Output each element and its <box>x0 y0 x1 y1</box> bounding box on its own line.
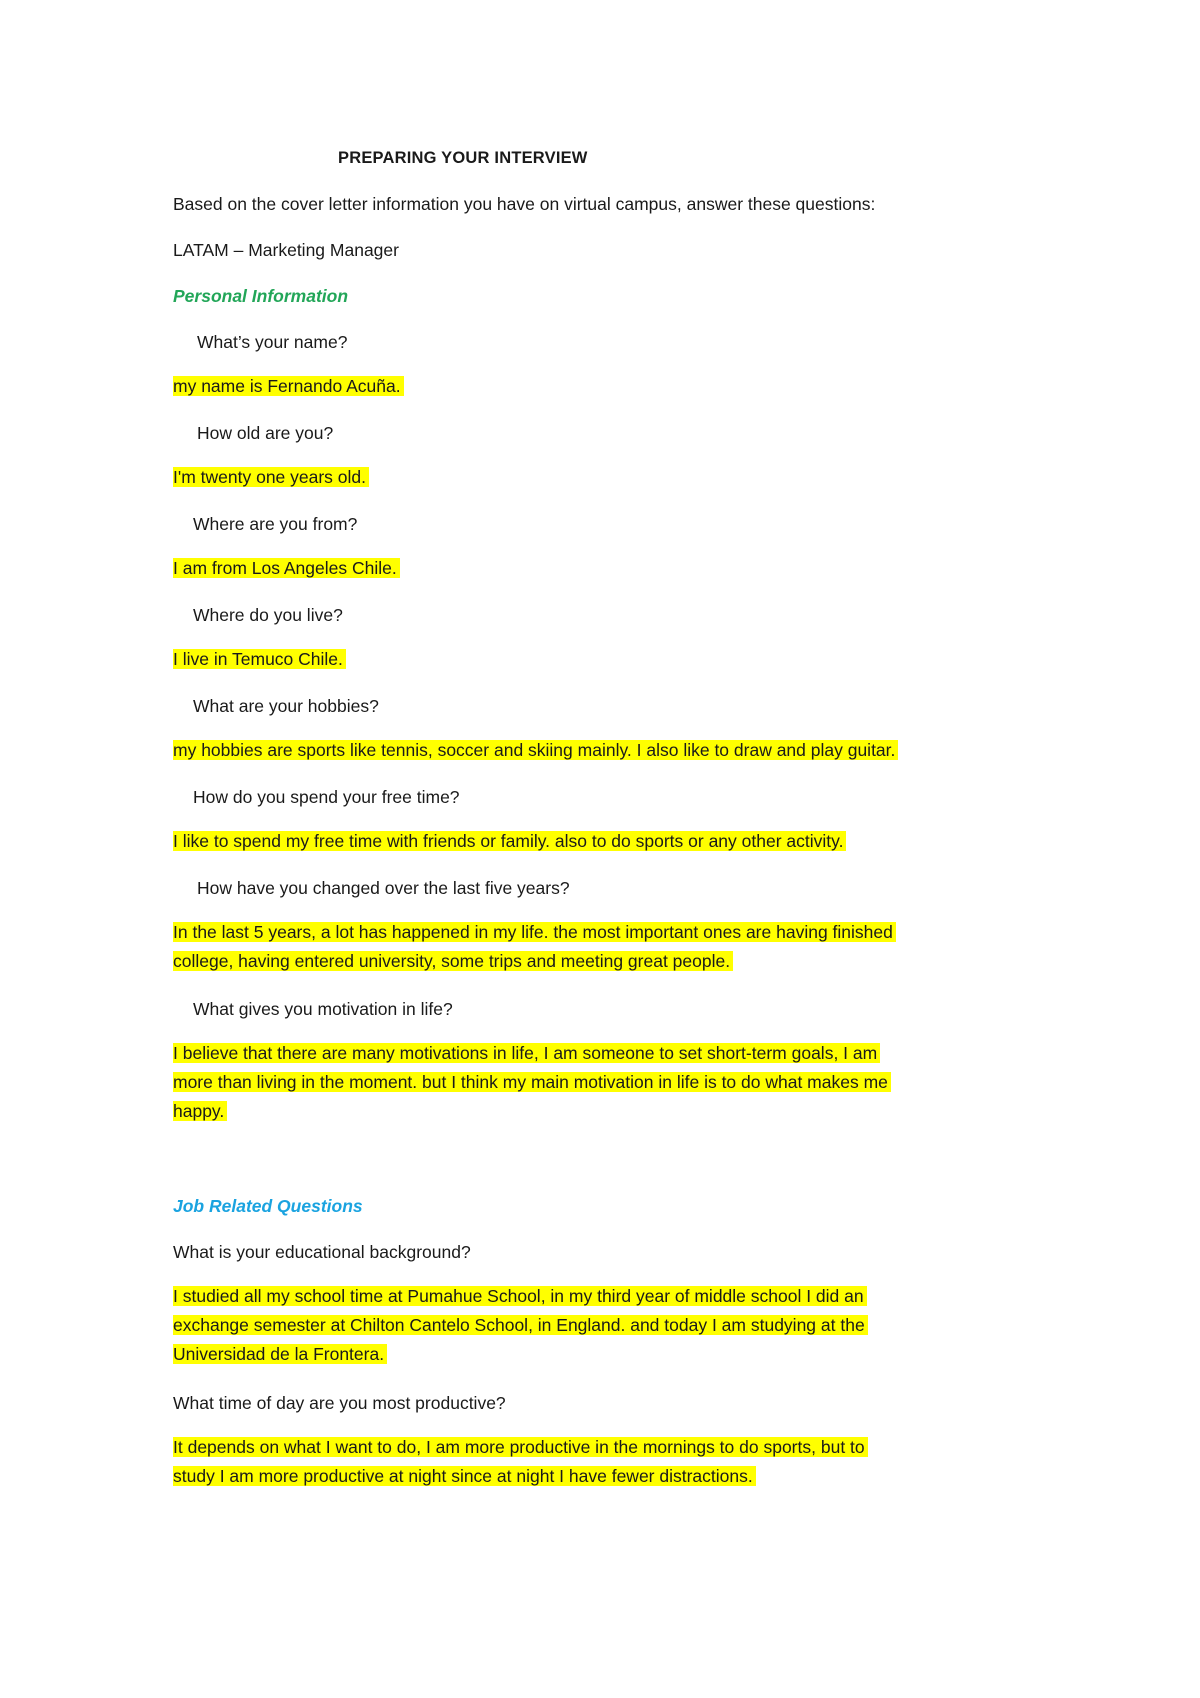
answer-line: I live in Temuco Chile. <box>173 649 346 669</box>
answer-line: I am from Los Angeles Chile. <box>173 558 400 578</box>
answer-productive <box>173 1433 868 1491</box>
page-title: PREPARING YOUR INTERVIEW <box>338 149 588 167</box>
answer-line: college, having entered university, some trips and meeting great people. <box>173 951 733 971</box>
question-changed: How have you changed over the last five years? <box>197 878 570 898</box>
answer-changed <box>173 918 896 976</box>
section-heading-job: Job Related Questions <box>173 1196 363 1216</box>
answer-hobbies <box>173 736 898 765</box>
answer-line: my hobbies are sports like tennis, soccer and skiing mainly. I also like to draw and play guitar. <box>173 740 898 760</box>
question-free-time: How do you spend your free time? <box>193 787 460 807</box>
answer-line: In the last 5 years, a lot has happened in my life. the most important ones are having finished <box>173 922 896 942</box>
answer-line: I'm twenty one years old. <box>173 467 369 487</box>
answer-line: It depends on what I want to do, I am more productive in the mornings to do sports, but to <box>173 1437 868 1457</box>
intro-text: Based on the cover letter information you have on virtual campus, answer these questions: <box>173 194 876 214</box>
question-productive: What time of day are you most productive? <box>173 1393 506 1413</box>
answer-line: happy. <box>173 1101 227 1121</box>
answer-age <box>173 463 369 492</box>
answer-line: Universidad de la Frontera. <box>173 1344 387 1364</box>
answer-line: more than living in the moment. but I think my main motivation in life is to do what makes me <box>173 1072 891 1092</box>
position-label: LATAM – Marketing Manager <box>173 240 399 260</box>
answer-line: I like to spend my free time with friends or family. also to do sports or any other activity. <box>173 831 846 851</box>
answer-line: I believe that there are many motivations in life, I am someone to set short-term goals, I am <box>173 1043 880 1063</box>
question-age: How old are you? <box>197 423 334 443</box>
question-motivation: What gives you motivation in life? <box>193 999 453 1019</box>
answer-line: exchange semester at Chilton Cantelo School, in England. and today I am studying at the <box>173 1315 868 1335</box>
answer-line: my name is Fernando Acuña. <box>173 376 404 396</box>
question-hobbies: What are your hobbies? <box>193 696 379 716</box>
section-heading-personal: Personal Information <box>173 286 349 306</box>
answer-line: I studied all my school time at Pumahue School, in my third year of middle school I did an <box>173 1286 867 1306</box>
answer-line: study I am more productive at night since at night I have fewer distractions. <box>173 1466 756 1486</box>
answer-from <box>173 554 400 583</box>
answer-name <box>173 372 404 401</box>
answer-free-time <box>173 827 846 856</box>
question-from: Where are you from? <box>193 514 358 534</box>
question-live: Where do you live? <box>193 605 343 625</box>
question-name: What’s your name? <box>197 332 348 352</box>
answer-motivation <box>173 1039 891 1126</box>
answer-live <box>173 645 346 674</box>
question-education: What is your educational background? <box>173 1242 471 1262</box>
answer-education <box>173 1282 868 1369</box>
